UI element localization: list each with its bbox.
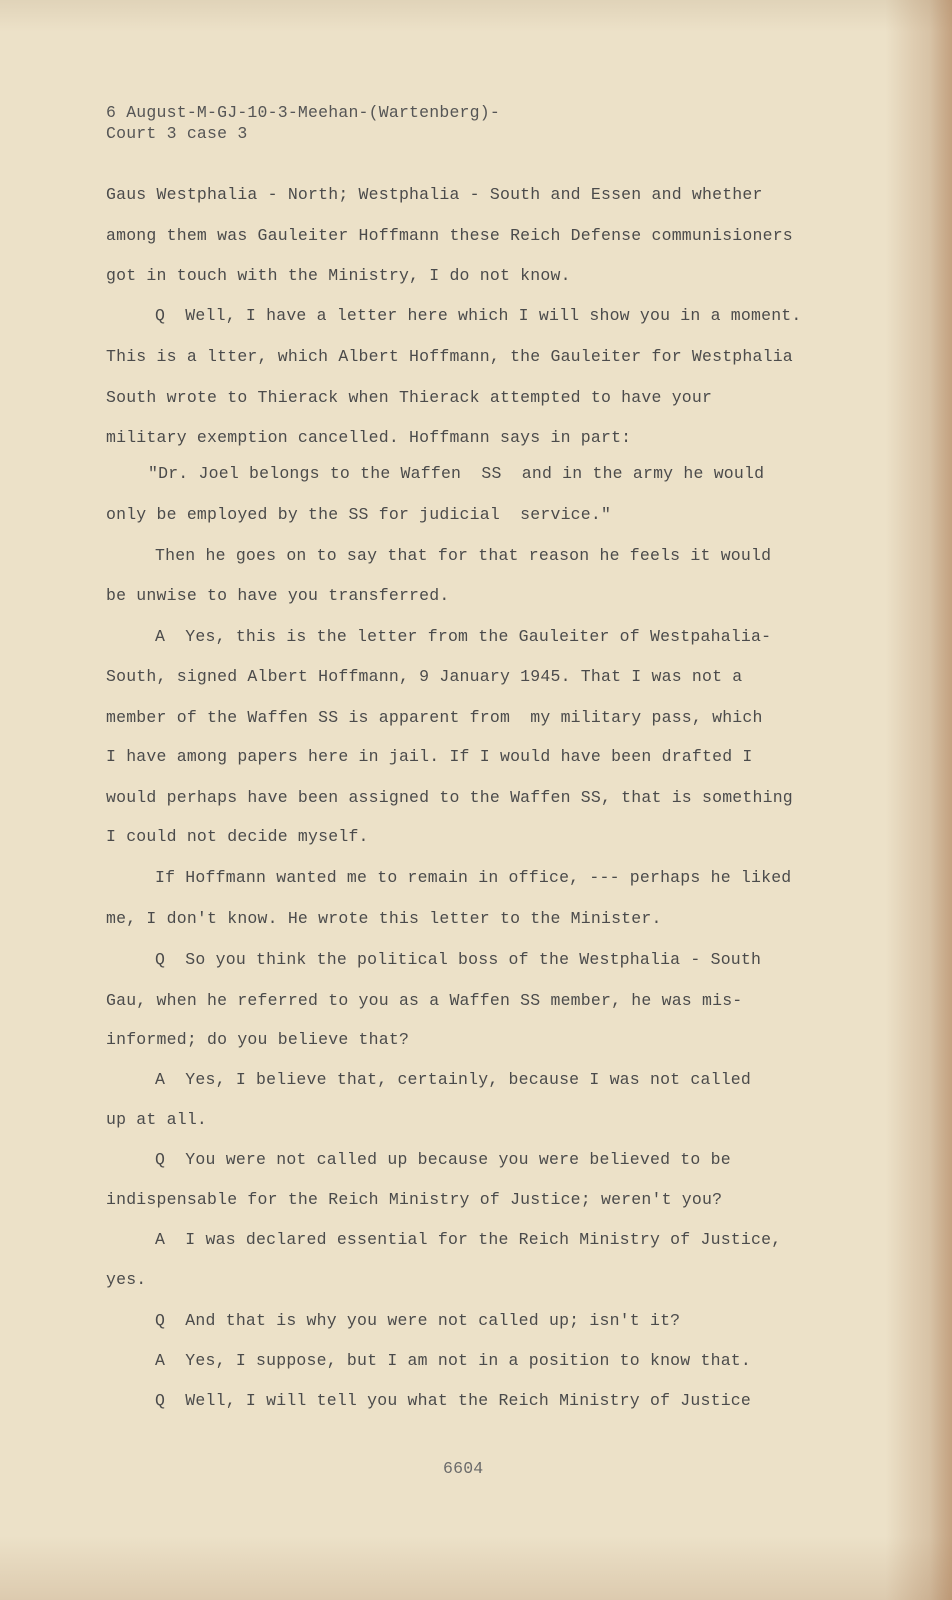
body-line: A Yes, I believe that, certainly, because I was not called (155, 1070, 751, 1089)
body-line: A Yes, this is the letter from the Gauleiter of Westpahalia- (155, 627, 772, 646)
body-line: A I was declared essential for the Reich Ministry of Justice, (155, 1230, 782, 1249)
body-line: me, I don't know. He wrote this letter to the Minister. (106, 909, 662, 928)
body-line: indispensable for the Reich Ministry of Justice; weren't you? (106, 1190, 723, 1209)
body-line: Then he goes on to say that for that reason he feels it would (155, 546, 772, 565)
body-line: Gau, when he referred to you as a Waffen SS member, he was mis- (106, 991, 743, 1010)
body-line: South wrote to Thierack when Thierack attempted to have your (106, 388, 713, 407)
body-line: only be employed by the SS for judicial service." (106, 505, 612, 524)
body-line: Q And that is why you were not called up; isn't it? (155, 1311, 681, 1330)
body-line: I have among papers here in jail. If I would have been drafted I (106, 747, 753, 766)
body-line: Q Well, I have a letter here which I will show you in a moment. (155, 306, 802, 325)
body-line: be unwise to have you transferred. (106, 586, 450, 605)
body-line: got in touch with the Ministry, I do not know. (106, 266, 571, 285)
body-line: military exemption cancelled. Hoffmann says in part: (106, 428, 632, 447)
body-line: South, signed Albert Hoffmann, 9 January 1945. That I was not a (106, 667, 743, 686)
body-line: yes. (106, 1270, 147, 1289)
body-line: Q So you think the political boss of the Westphalia - South (155, 950, 762, 969)
body-line: I could not decide myself. (106, 827, 369, 846)
body-line: member of the Waffen SS is apparent from my military pass, which (106, 708, 763, 727)
body-line: A Yes, I suppose, but I am not in a position to know that. (155, 1351, 751, 1370)
body-line: up at all. (106, 1110, 208, 1129)
body-line: "Dr. Joel belongs to the Waffen SS and in the army he would (148, 464, 765, 483)
header-line-2: Court 3 case 3 (106, 124, 248, 143)
body-line: among them was Gauleiter Hoffmann these Reich Defense communisioners (106, 226, 793, 245)
body-line: Q Well, I will tell you what the Reich Ministry of Justice (155, 1391, 751, 1410)
body-line: If Hoffmann wanted me to remain in office, --- perhaps he liked (155, 868, 792, 887)
page-number: 6604 (443, 1459, 484, 1478)
body-line: Q You were not called up because you were believed to be (155, 1150, 731, 1169)
page-edge-shading (930, 0, 952, 1600)
body-line: This is a ltter, which Albert Hoffmann, the Gauleiter for Westphalia (106, 347, 793, 366)
body-line: informed; do you believe that? (106, 1030, 410, 1049)
body-line: Gaus Westphalia - North; Westphalia - South and Essen and whether (106, 185, 763, 204)
body-line: would perhaps have been assigned to the Waffen SS, that is something (106, 788, 793, 807)
header-line-1: 6 August-M-GJ-10-3-Meehan-(Wartenberg)- (106, 103, 500, 122)
